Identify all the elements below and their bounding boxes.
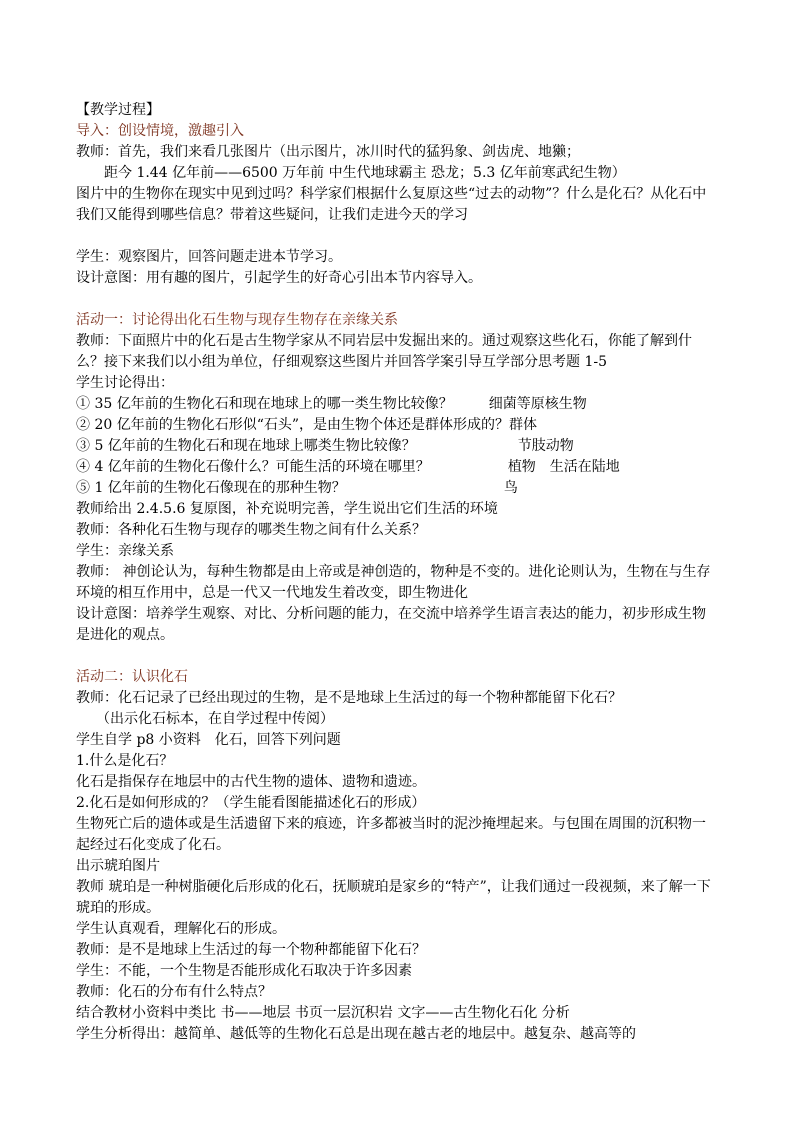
document-page [76, 100, 718, 1045]
section-title: 【教学过程】 [76, 102, 160, 118]
activity2-line: 1.什么是化石？ [76, 753, 174, 769]
activity1-teacher-intro: 教师：下面照片中的化石是古生物学家从不同岩层中发掘出来的。通过观察这些化石，你能了解到什么？接下来我们以小组为单位，仔细观察这些图片并回答学案引导互学部分思考题 1-5 [76, 333, 692, 370]
activity2-line: 教师：是不是地球上生活过的每一个物种都能留下化石？ [76, 942, 426, 958]
qa-question: ⑤ 1 亿年前的生物化石像现在的那种生物？ [76, 480, 346, 496]
qa-item [76, 415, 718, 436]
activity2-line: 出示琥珀图片 [76, 858, 160, 874]
qa-answer: 节肢动物 [517, 438, 574, 454]
qa-question: ④ 4 亿年前的生物化石像什么？可能生活的环境在哪里？ [76, 459, 430, 475]
activity2-paragraph: 生物死亡后的遗体或是生活遗留下来的痕迹，许多都被当时的泥沙掩埋起来。与包围在周围的沉积物一起经过石化变成了化石。 [76, 816, 706, 853]
qa-item [76, 478, 718, 499]
activity2-line: 学生认真观看，理解化石的形成。 [76, 921, 286, 937]
qa-answer: 鸟 [503, 480, 518, 496]
intro-heading: 导入：创设情境，激趣引入 [76, 123, 244, 139]
activity2-line: 学生分析得出：越简单、越低等的生物化石总是出现在越古老的地层中。越复杂、越高等的 [76, 1026, 636, 1042]
activity1-line: 教师：各种化石生物与现存的哪类生物之间有什么关系？ [76, 522, 426, 538]
intro-line: 距今 1.44 亿年前——6500 万年前 中生代地球霸主 恐龙；5.3 亿年前寒武纪生物） [104, 165, 626, 181]
qa-answer: 植物 生活在陆地 [507, 459, 620, 475]
intro-line: 学生：观察图片，回答问题走进本节学习。 [76, 249, 342, 265]
intro-design-intent: 设计意图：用有趣的图片，引起学生的好奇心引出本节内容导入。 [76, 270, 482, 286]
activity1-design-intent: 设计意图：培养学生观察、对比、分析问题的能力，在交流中培养学生语言表达的能力，初步形成生物是进化的观点。 [76, 606, 706, 643]
activity2-line: 学生自学 p8 小资料 化石，回答下列问题 [76, 732, 341, 748]
qa-question: ③ 5 亿年前的生物化石和现在地球上哪类生物比较像？ [76, 438, 416, 454]
spacer [76, 646, 718, 667]
qa-item [76, 457, 718, 478]
activity2-line: 教师：化石记录了已经出现过的生物，是不是地球上生活过的每一个物种都能留下化石？ [76, 690, 622, 706]
activity1-line: 教师给出 2.4.5.6 复原图，补充说明完善，学生说出它们生活的环境 [76, 501, 498, 517]
activity1-student-label: 学生讨论得出： [76, 375, 174, 391]
activity2-heading: 活动二：认识化石 [76, 669, 188, 685]
activity2-line: （出示化石标本，在自学过程中传阅） [96, 711, 334, 727]
activity2-paragraph: 教师 琥珀是一种树脂硬化后形成的化石，抚顺琥珀是家乡的“特产”，让我们通过一段视频，来了解一下琥珀的形成。 [76, 879, 711, 916]
activity1-heading: 活动一：讨论得出化石生物与现存生物存在亲缘关系 [76, 312, 398, 328]
activity1-line: 学生：亲缘关系 [76, 543, 174, 559]
spacer [76, 226, 718, 247]
activity2-line: 2.化石是如何形成的？（学生能看图能描述化石的形成） [76, 795, 426, 811]
activity2-line: 化石是指保存在地层中的古代生物的遗体、遗物和遗迹。 [76, 774, 426, 790]
intro-line: 教师：首先，我们来看几张图片（出示图片，冰川时代的猛犸象、剑齿虎、地獭； [76, 144, 580, 160]
activity2-line: 结合教材小资料中类比 书——地层 书页一层沉积岩 文字——古生物化石化 分析 [76, 1005, 570, 1021]
activity2-line: 教师：化石的分布有什么特点？ [76, 984, 272, 1000]
intro-paragraph: 图片中的生物你在现实中见到过吗？科学家们根据什么复原这些“过去的动物”？什么是化石？从化石中我们又能得到哪些信息？带着这些疑问，让我们走进今天的学习 [76, 186, 707, 223]
activity2-line: 学生：不能，一个生物是否能形成化石取决于许多因素 [76, 963, 412, 979]
activity1-paragraph: 教师： 神创论认为，每种生物都是由上帝或是神创造的，物种是不变的。进化论则认为，生物在与生存环境的相互作用中，总是一代又一代地发生着改变，即生物进化 [76, 564, 711, 601]
qa-question: ① 35 亿年前的生物化石和现在地球上的哪一类生物比较像？ [76, 396, 453, 412]
qa-item [76, 436, 718, 457]
qa-answer: 细菌等原核生物 [488, 396, 587, 412]
qa-item [76, 394, 718, 415]
qa-question: ② 20 亿年前的生物化石形似“石头”，是由生物个体还是群体形成的？群体 [76, 417, 538, 433]
spacer [76, 289, 718, 310]
